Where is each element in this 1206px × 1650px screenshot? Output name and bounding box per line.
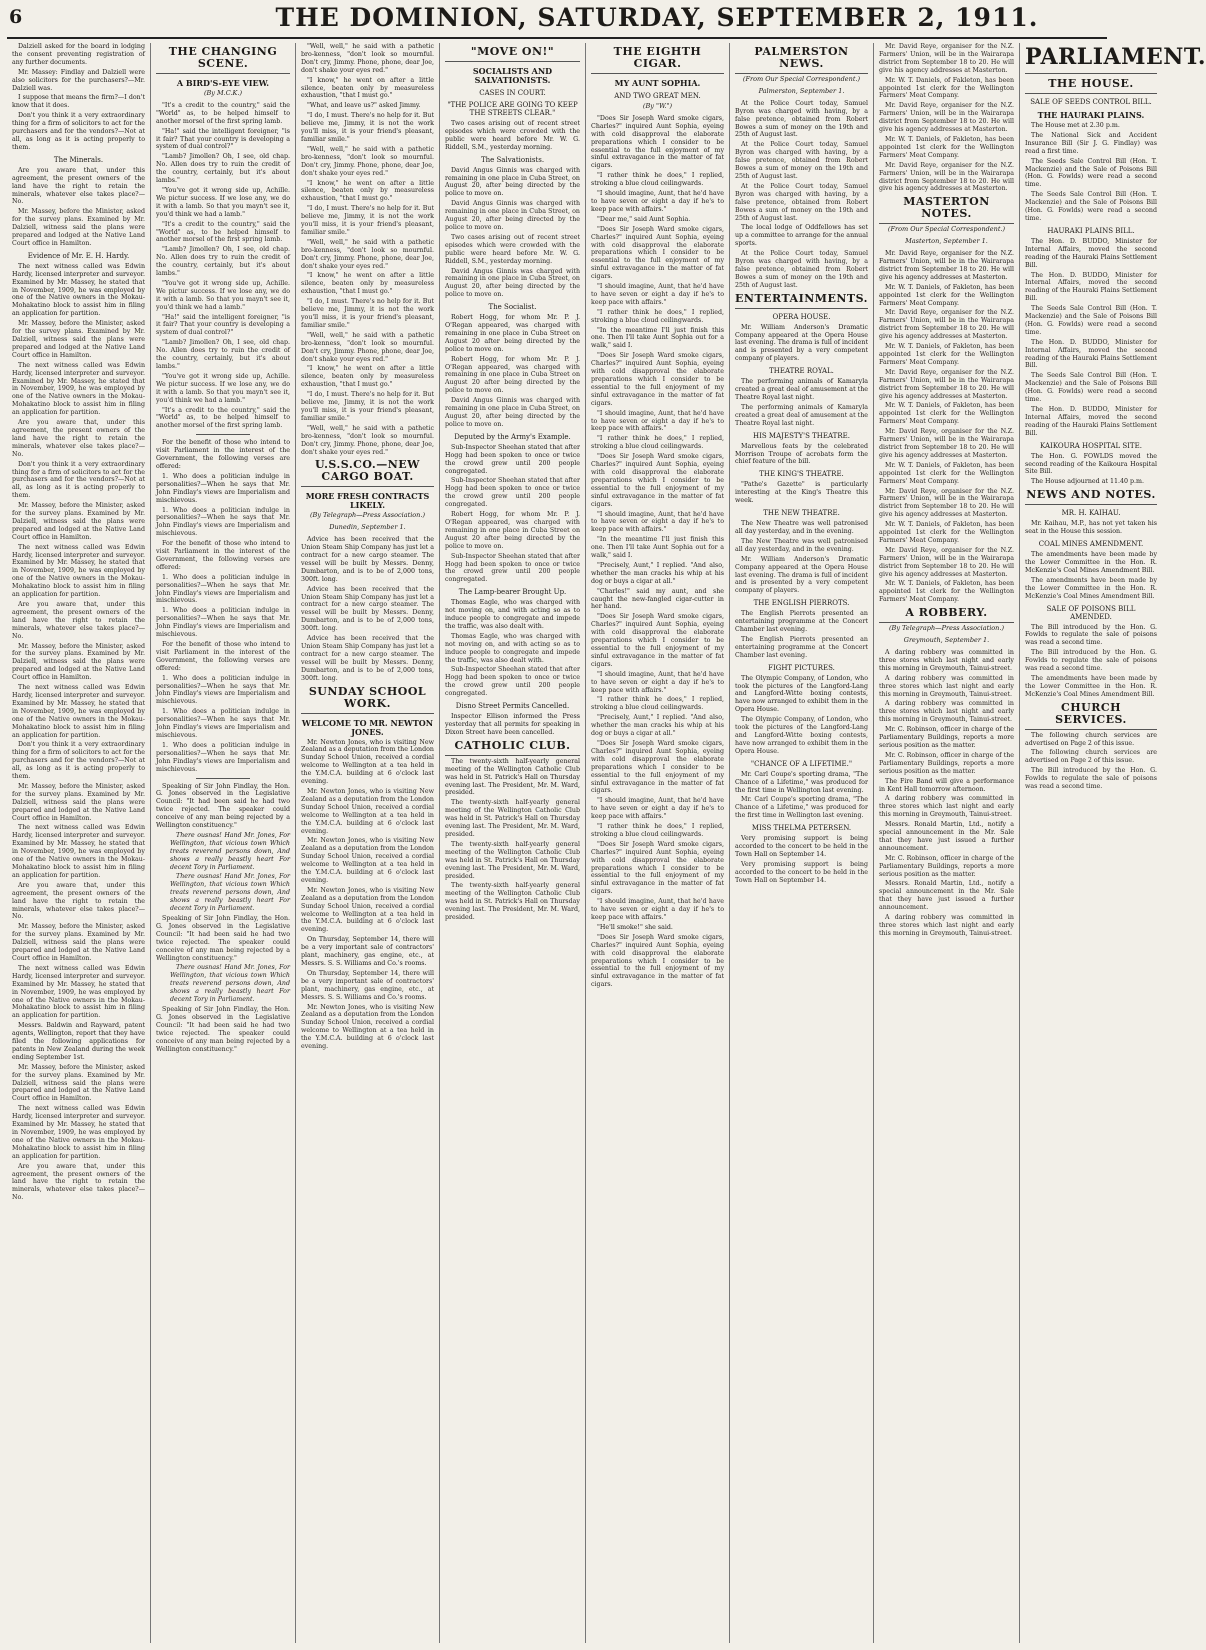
column-5 bbox=[586, 43, 730, 1643]
paragraph: On Thursday, September 14, there will be a very important sale of contractors' plant, machinery, gas engine, etc., at Messrs. S. S. Williams and Co.'s rooms. bbox=[301, 969, 434, 1001]
article-headline: CATHOLIC CLUB. bbox=[445, 740, 580, 756]
paragraph: The Seeds Sale Control Bill (Hon. T. Mackenzie) and the Sale of Poisons Bill (Hon. G. Fowlds) were read a second time. bbox=[1025, 191, 1157, 222]
paragraph: "Charles!" said my aunt, and she caught the new-fangled cigar-cutter in her hand. bbox=[591, 587, 724, 611]
paragraph: Mr. W. T. Daniels, of Fakleton, has been appointed 1st clerk for the Wellington Farmers' Meat Company. bbox=[879, 283, 1014, 307]
paragraph: "In the meantime I'll just finish this one. Then I'll take Aunt Sophia out for a walk," said I. bbox=[591, 536, 724, 560]
page-number: 6 bbox=[9, 6, 23, 28]
paragraph: "I rather think he does," I replied, stroking a blue cloud ceilingwards. bbox=[591, 823, 724, 838]
paragraph: Advice has been received that the Union Steam Ship Company has just let a contract for a new cargo steamer. The vessel will be built by Messrs. Denny, Dumbarton, and is to be of 2,000 tons, 300ft. long. bbox=[301, 585, 434, 633]
column-2 bbox=[151, 43, 296, 1643]
paragraph: Mr. Massey, before the Minister, asked for the survey plans. Examined by Mr. Dalziell, witness said the plans were prepared and lodged at the Native Land Court office in Hamilton. bbox=[12, 208, 145, 247]
article-subheading: THE HAURAKI PLAINS. bbox=[1037, 110, 1145, 120]
dateline: Dunedin, September 1. bbox=[329, 523, 406, 532]
section-heading: FIGHT PICTURES. bbox=[768, 663, 835, 672]
paragraph: At the Police Court today, Samuel Byron was charged with having, by a false pretence, obtained from Robert Bowes a sum of money on the 19th and 25th of August last. bbox=[735, 182, 868, 222]
dateline: Masterton, September 1. bbox=[905, 237, 988, 246]
paragraph: "Does Sir Joseph Ward smoke cigars, Charles?" inquired Aunt Sophia, eyeing with cold disapproval the elaborate preparations which I consider to be essential to the full enjoyment of my sinful extravagance in the matter of fat cigars. bbox=[591, 840, 724, 896]
dateline: Greymouth, September 1. bbox=[903, 636, 990, 645]
paragraph: Mr. Massey, before the Minister, asked for the survey plans. Examined by Mr. Dalziell, witness said the plans were prepared and lodged at the Native Land Court office in Hamilton. bbox=[12, 320, 145, 359]
paragraph: The twenty-sixth half-yearly general meeting of the Wellington Catholic Club was held in St. Patrick's Hall on Thursday evening last. The President, Mr. M. Ward, presided. bbox=[445, 882, 580, 922]
paragraph: The English Pierrots presented an entertaining programme at the Concert Chamber last evening. bbox=[735, 635, 868, 659]
paragraph: The English Pierrots presented an entertaining programme at the Concert Chamber last evening. bbox=[735, 610, 868, 634]
paragraph: Mr. Newton Jones, who is visiting New Zealand as a deputation from the London Sunday School Union, received a cordial welcome to Wellington at a tea held in the Y.M.C.A. building at 6 o'clock last evening. bbox=[301, 837, 434, 884]
paragraph: The twenty-sixth half-yearly general meeting of the Wellington Catholic Club was held in St. Patrick's Hall on Thursday evening last. The President, Mr. M. Ward, presided. bbox=[445, 799, 580, 838]
paragraph: The Seeds Sale Control Bill (Hon. T. Mackenzie) and the Sale of Poisons Bill (Hon. G. Fowlds) were read a second time. bbox=[1025, 157, 1157, 189]
section-heading: Evidence of Mr. E. H. Hardy. bbox=[27, 251, 130, 260]
paragraph: Thomas Eagle, who was charged with not moving on, and with acting so as to induce people to congregate and impede the traffic, was also dealt with. bbox=[445, 599, 580, 630]
paragraph: Mr. Massey, before the Minister, asked for the survey plans. Examined by Mr. Dalziell, witness said the plans were prepared and lodged at the Native Land Court office in Hamilton. bbox=[12, 1063, 145, 1103]
paragraph: Mr. Newton Jones, who is visiting New Zealand as a deputation from the London Sunday School Union, received a cordial welcome to Wellington at a tea held in the Y.M.C.A. building at 6 o'clock last evening. bbox=[301, 886, 434, 934]
paragraph: The Hon. D. BUDDO, Minister for Internal Affairs, moved the second reading of the Hauraki Plains Settlement Bill. bbox=[1025, 406, 1157, 437]
section-heading: HIS MAJESTY'S THEATRE. bbox=[753, 431, 850, 440]
paragraph: Mr. W. T. Daniels, of Fakleton, has been appointed 1st clerk for the Wellington Farmers' Meat Company. bbox=[879, 343, 1014, 366]
paragraph: Mr. W. T. Daniels, of Fakleton, has been appointed 1st clerk for the Wellington Farmers' Meat Company. bbox=[879, 521, 1014, 544]
paragraph: Mr. William Anderson's Dramatic Company appeared at the Opera House last evening. The drama is full of incident and is presented by a very competent company of players. bbox=[735, 555, 868, 595]
paragraph: "Does Sir Joseph Ward smoke cigars, Charles?" inquired Aunt Sophia, eyeing with cold disapproval the elaborate preparations which I consider to be essential to the full enjoyment of my sinful extravagance in the matter of fat cigars. bbox=[591, 739, 724, 795]
section-heading: THE NEW THEATRE. bbox=[763, 509, 840, 518]
paragraph: Robert Hogg, for whom Mr. P. J. O'Regan appeared, was charged with remaining in one place in Cuba Street on August 20 after being directed by the police to move on. bbox=[445, 314, 580, 353]
paragraph: David Angus Ginnis was charged with remaining in one place in Cuba Street, on August 20, after being directed by the police to move on. bbox=[445, 267, 580, 299]
paragraph: "I rather think he does," I replied, stroking a blue cloud ceilingwards. bbox=[591, 435, 724, 451]
paragraph: The local lodge of Oddfellows has set up a committee to arrange for the annual sports. bbox=[735, 224, 868, 248]
paragraph: Mr. W. T. Daniels, of Fakleton, has been appointed 1st clerk for the Wellington Farmers' Meat Company. bbox=[879, 580, 1014, 604]
article-headline: THE HOUSE. bbox=[1025, 78, 1157, 94]
column-4 bbox=[440, 43, 586, 1643]
paragraph: Very promising support is being accorded to the concert to be held in the Town Hall on September 14. bbox=[735, 860, 868, 884]
paragraph: "Lamb? Jimollen? Oh, I see, old chap. No. Allen does try to ruin the credit of the country, certainly, but it's about lambs." bbox=[156, 246, 290, 278]
paragraph: Mr. Newton Jones, who is visiting New Zealand as a deputation from the London Sunday School Union, received a cordial welcome to Wellington at a tea held in the Y.M.C.A. building at 6 o'clock last evening. bbox=[301, 738, 434, 786]
paragraph: I suppose that means the firm?—I don't know that it does. bbox=[12, 94, 145, 110]
section-heading: MR. H. KAIHAU. bbox=[1061, 509, 1121, 518]
byline: (From Our Special Correspondent.) bbox=[742, 75, 861, 83]
paragraph: "Does Sir Joseph Ward smoke cigars, Charles?" inquired Aunt Sophia, eyeing with cold disapproval the elaborate preparations which I consider to be essential to the full enjoyment of my sinful extravagance in the matter of fat cigars. bbox=[591, 613, 724, 668]
section-heading: The Minerals. bbox=[53, 155, 104, 164]
paragraph: Marvellous feats by the celebrated Morrison Troupe of acrobats form the chief feature of the bill. bbox=[735, 442, 868, 466]
article-subheading: CASES IN COURT. bbox=[479, 89, 546, 97]
paragraph: Mr. W. T. Daniels, of Fakleton, has been appointed 1st clerk for the Wellington Farmers' Meat Company. bbox=[879, 76, 1014, 100]
paragraph: Two cases arising out of recent street episodes which were crowded with the public were heard before Mr. W. G. Riddell, S.M., yesterday morning. bbox=[445, 233, 580, 265]
paragraph: "I know," he went on after a little silence, beaten only by measureless exhaustion, "that I must go." bbox=[301, 76, 434, 100]
byline: (By M.C.K.) bbox=[203, 89, 243, 97]
paragraph: Mr. Massey, before the Minister, asked for the survey plans. Examined by Mr. Dalziell, witness said the plans were prepared and lodged at the Native Land Court office in Hamilton. bbox=[12, 502, 145, 541]
paragraph: Thomas Eagle, who was charged with not moving on, and with acting so as to induce people to congregate and impede the traffic, was also dealt with. bbox=[445, 632, 580, 664]
paragraph: Mr. Carl Coupe's sporting drama, "The Chance of a Lifetime," was produced for the first time in Wellington last evening. bbox=[735, 796, 868, 820]
article-headline: PALMERSTON NEWS. bbox=[735, 46, 868, 74]
paragraph: Mr. David Reye, organiser for the N.Z. Farmers' Union, will be in the Wairarapa district from September 18 to 20. He will give his agency addresses at Masterton. bbox=[879, 250, 1014, 281]
paragraph: Advice has been received that the Union Steam Ship Company has just let a contract for a new cargo steamer. The vessel will be built by Messrs. Denny, Dumbarton, and is to be of 2,000 tons, 300ft. long. bbox=[301, 635, 434, 682]
paragraph: "I should imagine, Aunt, that he'd have to have seven or eight a day if he's to keep pace with affairs." bbox=[591, 190, 724, 213]
paragraph: The next witness called was Edwin Hardy, licensed interpreter and surveyor. Examined by Mr. Massey, he stated that in November, 1909, he was employed by one of the Native owners in the Mokau-Mohakatino block to assist him in filing an application for partition. bbox=[12, 964, 145, 1020]
article-headline: SUNDAY SCHOOL WORK. bbox=[301, 686, 434, 714]
paragraph: "Ha!" said the intelligent foreigner, "is it fair? That your country is developing a system of dual control?" bbox=[156, 313, 290, 337]
paragraph: A daring robbery was committed in three stores which last night and early this morning in Greymouth, Tainui-street. bbox=[879, 649, 1014, 672]
paragraph: "Does Sir Joseph Ward smoke cigars, Charles?" inquired Aunt Sophia, eyeing with cold disapproval the elaborate preparations which I consider to be essential to the full enjoyment of my sinful extravagance in the matter of fat cigars. bbox=[591, 933, 724, 989]
paragraph: "What, and leave us?" asked Jimmy. bbox=[307, 102, 421, 110]
section-heading: THE ENGLISH PIERROTS. bbox=[753, 599, 850, 608]
paragraph: The Bill introduced by the Hon. G. Fowlds to regulate the sale of poisons was read a second time. bbox=[1025, 767, 1157, 791]
paragraph: "I rather think he does," I replied, stroking a blue cloud ceilingwards. bbox=[591, 308, 724, 324]
paragraph: The House met at 2.30 p.m. bbox=[1031, 122, 1120, 129]
paragraph: Mr. W. T. Daniels, of Fakleton, has been appointed 1st clerk for the Wellington Farmers' Meat Company. bbox=[879, 402, 1014, 426]
section-heading: KAIKOURA HOSPITAL SITE. bbox=[1040, 441, 1142, 450]
paragraph: The twenty-sixth half-yearly general meeting of the Wellington Catholic Club was held in St. Patrick's Hall on Thursday evening last. The President, Mr. M. Ward, presided. bbox=[445, 840, 580, 880]
article-subheading: SALE OF SEEDS CONTROL BILL. bbox=[1030, 98, 1152, 106]
column-1 bbox=[7, 43, 151, 1643]
paragraph: The Olympic Company, of London, who took the pictures of the Langford-Lang and Langford-Witte boxing contests, have now arranged to exhibit them in the Opera House. bbox=[735, 716, 868, 755]
paragraph: "I should imagine, Aunt, that he'd have to have seven or eight a day if he's to keep pace with affairs." bbox=[591, 409, 724, 433]
newspaper-page bbox=[7, 3, 1206, 1643]
paragraph: 1. Who does a politician indulge in personalities?—When he says that Mr. John Findlay's views are Imperialism and mischievous. bbox=[156, 573, 290, 605]
paragraph: The twenty-sixth half-yearly general meeting of the Wellington Catholic Club was held in St. Patrick's Hall on Thursday evening last. The President, Mr. M. Ward, presided. bbox=[445, 757, 580, 797]
article-headline: THE EIGHTH CIGAR. bbox=[591, 46, 724, 74]
paragraph: Very promising support is being accorded to the concert to be held in the Town Hall on September 14. bbox=[735, 835, 868, 858]
section-heading: THEATRE ROYAL. bbox=[769, 367, 834, 376]
section-heading: COAL MINES AMENDMENT. bbox=[1038, 540, 1144, 549]
paragraph: The next witness called was Edwin Hardy, licensed interpreter and surveyor. Examined by Mr. Massey, he stated that in November, 1909, he was employed by one of the Native owners in the Mokau-Mohakatino block to assist him in filing an application for partition. bbox=[12, 684, 145, 739]
paragraph: "I do, I must. There's no help for it. But believe me, Jimmy, it is not the work you'll miss, it is your friend's pleasant, familiar smile." bbox=[301, 391, 434, 422]
paragraph: The New Theatre was well patronised all day yesterday, and in the evening. bbox=[735, 537, 868, 553]
paragraph: Sub-Inspector Sheehan stated that after Hogg had been spoken to once or twice the crowd grew until 200 people congregated. bbox=[445, 443, 580, 475]
paragraph: The Hon. G. FOWLDS moved the second reading of the Kaikoura Hospital Site Bill. bbox=[1025, 452, 1157, 476]
section-heading: The Socialist. bbox=[488, 303, 537, 312]
paragraph: "You've got it wrong side up, Achille. We pictur success. If we lose any, we do it with a lamb. So that you mayn't see it, you'd think we had a lamb." bbox=[156, 186, 290, 218]
paragraph: "Well, well," he said with a pathetic bro-kenness, "don't look so mournful. Don't cry, Jimmy. Phone, phone, dear Joe, don't shake your eyes red." bbox=[301, 238, 434, 270]
paragraph: 1. Who does a politician indulge in personalities?—When he says that Mr. John Findlay's views are Imperialism and mischievous. bbox=[156, 674, 290, 706]
divider bbox=[196, 778, 250, 779]
paragraph: "I should imagine, Aunt, that he'd have to have seven or eight a day if he's to keep pace with affairs." bbox=[591, 797, 724, 821]
paragraph: The amendments have been made by the Lower Committee in the Hon. R. McKenzie's Coal Mines Amendment Bill. bbox=[1025, 674, 1157, 698]
paragraph: Mr. Carl Coupe's sporting drama, "The Chance of a Lifetime," was produced for the first time in Wellington last evening. bbox=[735, 770, 868, 794]
section-heading: Deputed by the Army's Example. bbox=[454, 432, 571, 441]
paragraph: Mr. Kaihau, M.P., has not yet taken his seat in the House this session. bbox=[1025, 520, 1157, 536]
paragraph: Mr. David Reye, organiser for the N.Z. Farmers' Union, will be in the Wairarapa district from September 18 to 20. He will give his agency addresses at Masterton. bbox=[879, 309, 1014, 341]
paragraph: The next witness called was Edwin Hardy, licensed interpreter and surveyor. Examined by Mr. Massey, he stated that in November, 1909, he was employed by one of the Native owners in the Mokau-Mohakatino block to assist him in filing an application for partition. bbox=[12, 361, 145, 417]
paragraph: "It's a credit to the country," said the "World" as, to be helped himself to another morsel of the first spring lamb. bbox=[156, 220, 290, 244]
paragraph: The Bill introduced by the Hon. G. Fowlds to regulate the sale of poisons was read a second time. bbox=[1025, 623, 1157, 647]
paragraph: Robert Hogg, for whom Mr. P. J. O'Regan appeared, was charged with remaining in one place in Cuba Street on August 20 after being directed by the police to move on. bbox=[445, 511, 580, 550]
paragraph: "In the meantime I'll just finish this one. Then I'll take Aunt Sophia out for a walk," said I. bbox=[591, 326, 724, 350]
paragraph: Messrs. Ronald Martin, Ltd., notify a special announcement in the Mr. Sale that they have just issued a further announcement. bbox=[879, 821, 1014, 852]
masthead bbox=[7, 3, 1107, 39]
article-headline: THE CHANGING SCENE. bbox=[156, 46, 290, 74]
paragraph: "I rather think he does," I replied, stroking a blue cloud ceilingwards. bbox=[591, 172, 724, 188]
article-subheading: WELCOME TO MR. NEWTON JONES. bbox=[301, 717, 434, 737]
paragraph: "I rather think he does," I replied, stroking a blue cloud ceilingwards. bbox=[591, 696, 724, 712]
paragraph: David Angus Ginnis was charged with remaining in one place in Cuba Street, on August 20, after being directed by the police to move on. bbox=[445, 200, 580, 231]
paragraph: "Lamb? Jimollen? Oh, I see, old chap. No. Allen does try to ruin the credit of the country, certainly, but it's about lambs." bbox=[156, 153, 290, 185]
article-headline: NEWS AND NOTES. bbox=[1025, 489, 1157, 505]
paragraph: On Thursday, September 14, there will be a very important sale of contractors' plant, machinery, gas engine, etc., at Messrs. S. S. Williams and Co.'s rooms. bbox=[301, 936, 434, 967]
article-headline: "MOVE ON!" bbox=[445, 46, 580, 62]
paragraph: The House adjourned at 11.40 p.m. bbox=[1031, 478, 1145, 486]
paragraph: A daring robbery was committed in three stores which last night and early this morning in Greymouth, Tainui-street. bbox=[879, 674, 1014, 698]
paragraph: For the benefit of those who intend to visit Parliament in the interest of the Government, the following verses are offered: bbox=[156, 540, 290, 571]
paragraph: Mr. David Reye, organiser for the N.Z. Farmers' Union, will be in the Wairarapa district from September 18 to 20. He will give his agency addresses at Masterton. bbox=[879, 487, 1014, 519]
section-heading: MISS THELMA PETERSEN. bbox=[751, 824, 852, 833]
paragraph: Mr. Newton Jones, who is visiting New Zealand as a deputation from the London Sunday School Union, received a cordial welcome to Wellington at a tea held in the Y.M.C.A. building at 6 o'clock last evening. bbox=[301, 787, 434, 835]
paragraph: The National Sick and Accident Insurance Bill (Sir J. G. Findlay) was read a first time. bbox=[1025, 131, 1157, 155]
paragraph: Are you aware that, under this agreement, the present owners of the land have the right to retain the minerals, whatever else takes place?—No. bbox=[12, 601, 145, 640]
paragraph: Mr. W. T. Daniels, of Fakleton, has been appointed 1st clerk for the Wellington Farmers' Meat Company. bbox=[879, 135, 1014, 159]
paragraph: "Lamb? Jimollen? Oh, I see, old chap. No. Allen does try to ruin the credit of the country, certainly, but it's about lambs." bbox=[156, 339, 290, 370]
paragraph: Speaking of Sir John Findlay, the Hon. G. Jones observed in the Legislative Council: "It had been said he had two twice rejected. The speaker could conceive of any man being rejected by a Wellington constituency." bbox=[156, 1005, 290, 1053]
paragraph: The Seeds Sale Control Bill (Hon. T. Mackenzie) and the Sale of Poisons Bill (Hon. G. Fowlds) were read a second time. bbox=[1025, 305, 1157, 336]
paragraph: The performing animals of Kamaryla created a great deal of amusement at the Theatre Royal last night. bbox=[735, 403, 868, 427]
paragraph: Speaking of Sir John Findlay, the Hon. G. Jones observed in the Legislative Council: "It had been said he had two twice rejected. The speaker could conceive of any man being rejected by a Wellington constituency." bbox=[156, 782, 290, 830]
section-heading: OPERA HOUSE. bbox=[772, 312, 831, 321]
paragraph: The next witness called was Edwin Hardy, licensed interpreter and surveyor. Examined by Mr. Massey, he stated that in November, 1909, he was employed by one of the Native owners in the Mokau-Mohakatino block to assist him in filing an application for partition. bbox=[12, 1105, 145, 1160]
paragraph: "Well, well," he said with a pathetic bro-kenness, "don't look so mournful. Don't cry, Jimmy. Phone, phone, dear Joe, don't shake your eyes red." bbox=[301, 43, 434, 74]
paragraph: 1. Who does a politician indulge in personalities?—When he says that Mr. John Findlay's views are Imperialism and mischievous. bbox=[156, 472, 290, 504]
paragraph: "Dear me," said Aunt Sophia. bbox=[597, 215, 691, 223]
paragraph: The amendments have been made by the Lower Committee in the Hon. R. McKenzie's Coal Mines Amendment Bill. bbox=[1025, 551, 1157, 574]
paragraph: "I do, I must. There's no help for it. But believe me, Jimmy, it is not the work you'll miss, it is your friend's pleasant, familiar smile." bbox=[301, 205, 434, 236]
paragraph: The Bill introduced by the Hon. G. Fowlds to regulate the sale of poisons was read a second time. bbox=[1025, 649, 1157, 673]
article-subheading: "THE POLICE ARE GOING TO KEEP THE STREETS CLEAR." bbox=[447, 101, 578, 117]
paragraph: Two cases arising out of recent street episodes which were crowded with the public were heard before Mr. W. G. Riddell, S.M., yesterday morning. bbox=[445, 120, 580, 151]
paragraph: "I know," he went on after a little silence, beaten only by measureless exhaustion, "that I must go." bbox=[301, 179, 434, 203]
paragraph: Sub-Inspector Sheehan stated that after Hogg had been spoken to once or twice the crowd grew until 200 people congregated. bbox=[445, 552, 580, 584]
paragraph: Dalziell asked for the board in lodging the consent preventing registration of any further documents. bbox=[12, 43, 145, 66]
dateline: Palmerston, September 1. bbox=[758, 86, 845, 95]
paragraph: The Hon. D. BUDDO, Minister for Internal Affairs, moved the second reading of the Hauraki Plains Settlement Bill. bbox=[1025, 237, 1157, 269]
paragraph: The next witness called was Edwin Hardy, licensed interpreter and surveyor. Examined by Mr. Massey, he stated that in November, 1909, he was employed by one of the Native owners in the Mokau-Mohakatino block to assist him in filing an application for partition. bbox=[12, 543, 145, 599]
paragraph: Mr. Newton Jones, who is visiting New Zealand as a deputation from the London Sunday School Union, received a cordial welcome to Wellington at a tea held in the Y.M.C.A. building at 6 o'clock last evening. bbox=[301, 1003, 434, 1051]
paragraph: "I should imagine, Aunt, that he'd have to have seven or eight a day if he's to keep pace with affairs." bbox=[591, 670, 724, 694]
article-subheading: A BIRD'S-EYE VIEW. bbox=[176, 78, 270, 88]
article-headline: U.S.S.CO.—NEW CARGO BOAT. bbox=[301, 459, 434, 487]
paragraph: The Seeds Sale Control Bill (Hon. T. Mackenzie) and the Sale of Poisons Bill (Hon. G. Fowlds) were read a second time. bbox=[1025, 372, 1157, 404]
columns bbox=[7, 43, 1206, 1643]
paragraph: The Hon. D. BUDDO, Minister for Internal Affairs, moved the second reading of the Hauraki Plains Settlement Bill. bbox=[1025, 338, 1157, 370]
paragraph: David Angus Ginnis was charged with remaining in one place in Cuba Street, on August 20, after being directed by the police to move on. bbox=[445, 397, 580, 428]
paragraph: Mr. William Anderson's Dramatic Company appeared at the Opera House last evening. The drama is full of incident and is presented by a very competent company of players. bbox=[735, 323, 868, 363]
paragraph: A daring robbery was committed in three stores which last night and early this morning in Greymouth, Tainui-street. bbox=[879, 914, 1014, 937]
paragraph: Inspector Ellison informed the Press yesterday that all permits for speaking in Dixon Street have been cancelled. bbox=[445, 713, 580, 736]
paragraph: Messrs. Baldwin and Rayward, patent agents, Wellington, report that they have filed the following applications for patents in New Zealand during the week ending September 1st. bbox=[12, 1022, 145, 1061]
paragraph: At the Police Court today, Samuel Byron was charged with having, by a false pretence, obtained from Robert Bowes a sum of money on the 19th and 25th of August last. bbox=[735, 141, 868, 180]
paragraph: Mr. Massey, before the Minister, asked for the survey plans. Examined by Mr. Dalziell, witness said the plans were prepared and lodged at the Native Land Court office in Hamilton. bbox=[12, 923, 145, 962]
section-masthead: PARLIAMENT. bbox=[1025, 45, 1157, 74]
paragraph: Mr. Massey, before the Minister, asked for the survey plans. Examined by Mr. Dalziell, witness said the plans were prepared and lodged at the Native Land Court office in Hamilton. bbox=[12, 642, 145, 682]
paragraph: Sub-Inspector Sheehan stated that after Hogg had been spoken to once or twice the crowd grew until 200 people congregated. bbox=[445, 477, 580, 509]
paragraph: "I do, I must. There's no help for it. But believe me, Jimmy, it is not the work you'll miss, it is your friend's pleasant, familiar smile." bbox=[301, 298, 434, 329]
paragraph: Messrs. Ronald Martin, Ltd., notify a special announcement in the Mr. Sale that they have just issued a further announcement. bbox=[879, 880, 1014, 912]
paragraph: Mr. Massey, before the Minister, asked for the survey plans. Examined by Mr. Dalziell, witness said the plans were prepared and lodged at the Native Land Court office in Hamilton. bbox=[12, 782, 145, 822]
paragraph: Speaking of Sir John Findlay, the Hon. G. Jones observed in the Legislative Council: "It had been said he had two twice rejected. The speaker could conceive of any man being rejected by a Wellington constituency." bbox=[156, 915, 290, 962]
paragraph: "I should imagine, Aunt, that he'd have to have seven or eight a day if he's to keep pace with affairs." bbox=[591, 898, 724, 921]
paragraph: Mr. C. Robinson, officer in charge of the Parliamentary Buildings, reports a more serious position as the matter. bbox=[879, 751, 1014, 775]
paragraph: "Well, well," he said with a pathetic bro-kenness, "don't look so mournful. Don't cry, Jimmy. Phone, phone, dear Joe, don't shake your eyes red." bbox=[301, 145, 434, 177]
section-heading: HAURAKI PLAINS BILL. bbox=[1047, 226, 1135, 235]
paragraph: At the Police Court today, Samuel Byron was charged with having, by a false pretence, obtained from Robert Bowes a sum of money on the 19th and 25th of August last. bbox=[735, 250, 868, 289]
paragraph: "I know," he went on after a little silence, beaten only by measureless exhaustion, "that I must go." bbox=[301, 365, 434, 389]
column-7 bbox=[874, 43, 1020, 1643]
paragraph: "I do, I must. There's no help for it. But believe me, Jimmy, it is not the work you'll miss, it is your friend's pleasant, familiar smile." bbox=[301, 112, 434, 143]
section-heading: Disno Street Permits Cancelled. bbox=[455, 702, 570, 711]
paragraph: 1. Who does a politician indulge in personalities?—When he says that Mr. John Findlay's views are Imperialism and mischievous. bbox=[156, 741, 290, 773]
article-subheading: AND TWO GREAT MEN. bbox=[614, 92, 701, 100]
paragraph: "It's a credit to the country," said the "World" as, to be helped himself to another morsel of the first spring lamb. bbox=[156, 406, 290, 430]
paragraph: The following church services are advertised on Page 2 of this issue. bbox=[1025, 731, 1157, 747]
byline: (From Our Special Correspondent.) bbox=[887, 225, 1006, 234]
paragraph: The next witness called was Edwin Hardy, licensed interpreter and surveyor. Examined by Mr. Massey, he stated that in November, 1909, he was employed by one of the Native owners in the Mokau-Mohakatino block to assist him in filing an application for partition. bbox=[12, 824, 145, 879]
paragraph: The following church services are advertised on Page 2 of this issue. bbox=[1025, 749, 1157, 765]
paragraph: Advice has been received that the Union Steam Ship Company has just let a contract for a new cargo steamer. The vessel will be built by Messrs. Denny, Dumbarton, and is to be of 2,000 tons, 300ft. long. bbox=[301, 536, 434, 583]
paragraph: For the benefit of those who intend to visit Parliament in the interest of the Government, the following verses are offered: bbox=[156, 641, 290, 672]
paragraph: "Well, well," he said with a pathetic bro-kenness, "don't look so mournful. Don't cry, Jimmy. Phone, phone, dear Joe, don't shake your eyes red." bbox=[301, 424, 434, 456]
article-subheading: SOCIALISTS AND SALVATIONISTS. bbox=[472, 66, 553, 85]
article-subheading: MY AUNT SOPHIA. bbox=[614, 78, 701, 88]
article-subheading: MORE FRESH CONTRACTS LIKELY. bbox=[305, 491, 430, 511]
paragraph: "Precisely, Aunt," I replied. "And also, whether the man cracks his whip at his dog or buys a cigar at all." bbox=[591, 561, 724, 585]
article-headline: MASTERTON NOTES. bbox=[879, 196, 1014, 224]
paragraph: Mr. David Reye, organiser for the N.Z. Farmers' Union, will be in the Wairarapa district from September 18 to 20. He will give his agency addresses at Masterton. bbox=[879, 368, 1014, 400]
paragraph: Mr. Massey: Findlay and Dalziell were also solicitors for the purchasers?—Mr. Dalziell was. bbox=[12, 68, 145, 92]
paragraph: The New Theatre was well patronised all day yesterday, and in the evening. bbox=[735, 520, 868, 535]
section-heading: The Salvationists. bbox=[480, 155, 545, 164]
paragraph: Mr. David Reye, organiser for the N.Z. Farmers' Union, will be in the Wairarapa district from September 18 to 20. He will give his agency addresses at Masterton. bbox=[879, 161, 1014, 193]
paragraph: 1. Who does a politician indulge in personalities?—When he says that Mr. John Findlay's views are Imperialism and mischievous. bbox=[156, 607, 290, 639]
paragraph: "Does Sir Joseph Ward smoke cigars, Charles?" inquired Aunt Sophia, eyeing with cold disapproval the elaborate preparations which I consider to be essential to the full enjoyment of my sinful extravagance in the matter of fat cigars. bbox=[591, 453, 724, 508]
paragraph: "Does Sir Joseph Ward smoke cigars, Charles?" inquired Aunt Sophia, eyeing with cold disapproval the elaborate preparations which I consider to be essential to the full enjoyment of my sinful extravagance in the matter of fat cigars. bbox=[591, 352, 724, 407]
paragraph: Robert Hogg, for whom Mr. P. J. O'Regan appeared, was charged with remaining in one place in Cuba Street on August 20 after being directed by the police to move on. bbox=[445, 355, 580, 395]
section-heading: The Lamp-bearer Brought Up. bbox=[458, 588, 567, 597]
paragraph: "Ha!" said the intelligent foreigner, "is it fair? That your country is developing a system of dual control?" bbox=[156, 127, 290, 151]
paragraph: "You've got it wrong side up, Achille. We pictur success. If we lose any, we do it with a lamb. So that you mayn't see it, you'd think we had a lamb." bbox=[156, 372, 290, 404]
paragraph: "I should imagine, Aunt, that he'd have to have seven or eight a day if he's to keep pace with affairs." bbox=[591, 283, 724, 306]
column-6 bbox=[730, 43, 874, 1643]
paragraph: Mr. C. Robinson, officer in charge of the Parliamentary Buildings, reports a more serious position as the matter. bbox=[879, 854, 1014, 878]
paragraph: Don't you think it a very extraordinary thing for a firm of solicitors to act for the purchasers and for the vendors?—Not at all, as long as it is acting properly to them. bbox=[12, 112, 145, 151]
column-3 bbox=[296, 43, 440, 1643]
paragraph: 1. Who does a politician indulge in personalities?—When he says that Mr. John Findlay's views are Imperialism and mischievous. bbox=[156, 708, 290, 739]
article-headline: ENTERTAINMENTS. bbox=[735, 293, 868, 309]
paragraph: At the Police Court today, Samuel Byron was charged with having, by a false pretence, obtained from Robert Bowes a sum of money on the 19th and 25th of August last. bbox=[735, 99, 868, 139]
paragraph: "Well, well," he said with a pathetic bro-kenness, "don't look so mournful. Don't cry, Jimmy. Phone, phone, dear Joe, don't shake your eyes red." bbox=[301, 331, 434, 363]
paragraph: Mr. David Reye, organiser for the N.Z. Farmers' Union, will be in the Wairarapa district from September 18 to 20. He will give his agency addresses at Masterton. bbox=[879, 43, 1014, 74]
byline: (By Telegraph—Press Association.) bbox=[310, 511, 425, 520]
paragraph: Mr. David Reye, organiser for the N.Z. Farmers' Union, will be in the Wairarapa district from September 18 to 20. He will give his agency addresses at Masterton. bbox=[879, 546, 1014, 578]
paragraph: For the benefit of those who intend to visit Parliament in the interest of the Government, the following verses are offered: bbox=[156, 439, 290, 470]
paragraph: "Does Sir Joseph Ward smoke cigars, Charles?" inquired Aunt Sophia, eyeing with cold disapproval the elaborate preparations which I consider to be essential to the full enjoyment of my sinful extravagance in the matter of fat cigars. bbox=[591, 114, 724, 170]
paragraph: Are you aware that, under this agreement, the present owners of the land have the right to retain the minerals, whatever else takes place?—No. bbox=[12, 419, 145, 458]
paragraph: The performing animals of Kamaryla created a great deal of amusement at the Theatre Royal last night. bbox=[735, 378, 868, 401]
paragraph: "I know," he went on after a little silence, beaten only by measureless exhaustion, "that I must go." bbox=[301, 272, 434, 296]
byline: (By "W.") bbox=[642, 102, 673, 110]
section-heading: "CHANCE OF A LIFETIME." bbox=[750, 759, 853, 768]
article-headline: CHURCH SERVICES. bbox=[1025, 702, 1157, 730]
paragraph: "Does Sir Joseph Ward smoke cigars, Charles?" inquired Aunt Sophia, eyeing with cold disapproval the elaborate preparations which I consider to be essential to the full enjoyment of my sinful extravagance in the matter of fat cigars. bbox=[591, 225, 724, 281]
paragraph: Mr. David Reye, organiser for the N.Z. Farmers' Union, will be in the Wairarapa district from September 18 to 20. He will give his agency addresses at Masterton. bbox=[879, 102, 1014, 134]
paragraph: Are you aware that, under this agreement, the present owners of the land have the right to retain the minerals, whatever else takes place?—No. bbox=[12, 1162, 145, 1202]
paragraph: The Hon. D. BUDDO, Minister for Internal Affairs, moved the second reading of the Hauraki Plains Settlement Bill. bbox=[1025, 271, 1157, 303]
divider bbox=[196, 434, 250, 435]
paragraph: "He'll smoke!" she said. bbox=[597, 923, 673, 931]
paragraph: A daring robbery was committed in three stores which last night and early this morning in Greymouth, Tainui-street. bbox=[879, 700, 1014, 724]
paragraph: The next witness called was Edwin Hardy, licensed interpreter and surveyor. Examined by Mr. Massey, he stated that in November, 1909, he was employed by one of the Native owners in the Mokau-Mohakatino block to assist him in filing an application for partition. bbox=[12, 262, 145, 318]
paragraph: "I should imagine, Aunt, that he'd have to have seven or eight a day if he's to keep pace with affairs." bbox=[591, 510, 724, 534]
paragraph: Don't you think it a very extraordinary thing for a firm of solicitors to act for the purchasers and for the vendors?—Not at all, as long as it is acting properly to them. bbox=[12, 460, 145, 500]
paragraph: 1. Who does a politician indulge in personalities?—When he says that Mr. John Findlay's views are Imperialism and mischievous. bbox=[156, 506, 290, 538]
verse: There ousnas! Hand Mr. Jones, For Wellington, that vicious town Which treats reverend persons down, And shows a really beastly heart For decent Tory in Parliament. bbox=[170, 831, 290, 871]
paragraph: Sub-Inspector Sheehan stated that after Hogg had been spoken to once or twice the crowd grew until 200 people congregated. bbox=[445, 666, 580, 698]
byline: (By Telegraph—Press Association.) bbox=[889, 624, 1004, 633]
paragraph: Don't you think it a very extraordinary thing for a firm of solicitors to act for the purchasers and for the vendors?—Not at all, as long as it is acting properly to them. bbox=[12, 741, 145, 781]
paragraph: Are you aware that, under this agreement, the present owners of the land have the right to retain the minerals, whatever else takes place?—No. bbox=[12, 166, 145, 206]
paragraph: Mr. C. Robinson, officer in charge of the Parliamentary Buildings, reports a more serious position as the matter. bbox=[879, 726, 1014, 749]
paragraph: "You've got it wrong side up, Achille. We pictur success. If we lose any, we do it with a lamb. So that you mayn't see it, you'd think we had a lamb." bbox=[156, 279, 290, 311]
paragraph: Are you aware that, under this agreement, the present owners of the land have the right to retain the minerals, whatever else takes place?—No. bbox=[12, 881, 145, 921]
paragraph: David Angus Ginnis was charged with remaining in one place in Cuba Street, on August 20, after being directed by the police to move on. bbox=[445, 166, 580, 198]
column-8 bbox=[1020, 43, 1206, 1643]
paragraph: "Precisely, Aunt," I replied. "And also, whether the man cracks his whip at his dog or buys a cigar at all." bbox=[591, 714, 724, 738]
paragraph: A daring robbery was committed in three stores which last night and early this morning in Greymouth, Tainui-street. bbox=[879, 795, 1014, 819]
section-heading: THE KING'S THEATRE. bbox=[759, 470, 844, 479]
article-headline: A ROBBERY. bbox=[879, 607, 1014, 623]
newspaper-title: THE DOMINION, SATURDAY, SEPTEMBER 2, 1911. bbox=[275, 3, 1039, 32]
paragraph: "Pathe's Gazette" is particularly interesting at the King's Theatre this week. bbox=[735, 481, 868, 505]
verse: There ousnas! Hand Mr. Jones, For Wellington, that vicious town Which treats reverend persons down, And shows a really beastly heart For decent Tory in Parliament. bbox=[170, 964, 290, 1004]
paragraph: "It's a credit to the country," said the "World" as, to be helped himself to another morsel of the first spring lamb. bbox=[156, 101, 290, 125]
paragraph: The Olympic Company, of London, who took the pictures of the Langford-Lang and Langford-Witte boxing contests, have now arranged to exhibit them in the Opera House. bbox=[735, 674, 868, 714]
verse: There ousnas! Hand Mr. Jones, For Wellington, that vicious town Which treats reverend persons down, And shows a really beastly heart For decent Tory in Parliament. bbox=[170, 873, 290, 913]
paragraph: Mr. W. T. Daniels, of Fakleton, has been appointed 1st clerk for the Wellington Farmers' Meat Company. bbox=[879, 461, 1014, 485]
paragraph: The Fire Band will give a performance in Kent Hall tomorrow afternoon. bbox=[879, 777, 1014, 793]
section-heading: SALE OF POISONS BILL AMENDED. bbox=[1046, 604, 1136, 621]
paragraph: Mr. David Reye, organiser for the N.Z. Farmers' Union, will be in the Wairarapa district from September 18 to 20. He will give his agency addresses at Masterton. bbox=[879, 428, 1014, 459]
paragraph: The amendments have been made by the Lower Committee in the Hon. R. McKenzie's Coal Mines Amendment Bill. bbox=[1025, 576, 1157, 600]
